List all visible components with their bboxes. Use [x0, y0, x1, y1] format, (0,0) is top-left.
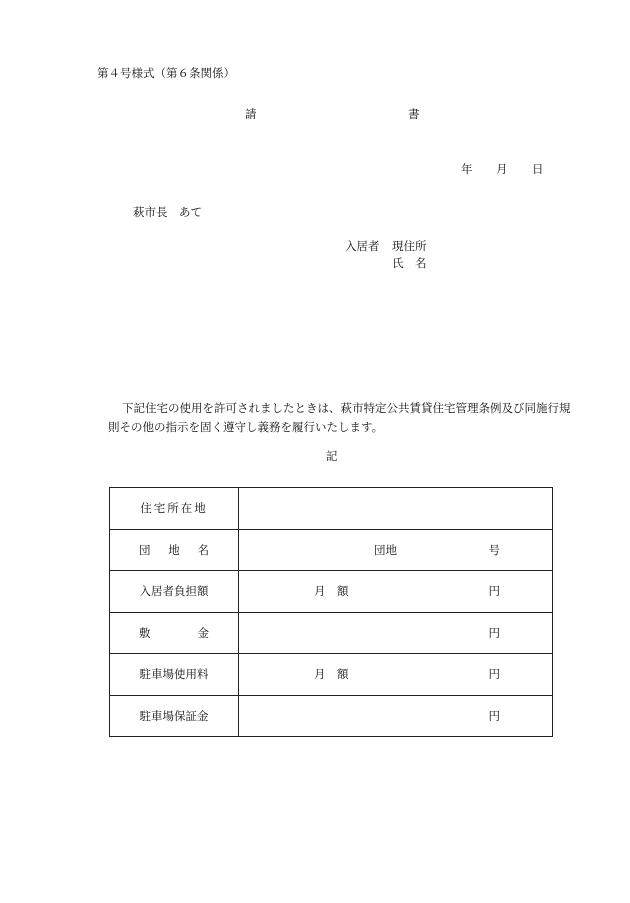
monthly-amount-label: 月 額: [314, 667, 349, 682]
yen-unit-label: 円: [488, 584, 500, 599]
label-cell-complex-name: [110, 529, 239, 571]
room-number-unit-label: 号: [488, 542, 500, 557]
row-label-deposit-char-2: 金: [197, 625, 209, 640]
yen-unit-label: 円: [488, 708, 500, 723]
value-cell-complex-name: [239, 529, 553, 571]
monthly-amount-label: 月 額: [314, 584, 349, 599]
yen-unit-label: 円: [488, 667, 500, 682]
table-row-parking-deposit: [110, 695, 553, 737]
row-label-complex-name-char-3: 名: [197, 542, 209, 557]
name-label: 氏 名: [392, 256, 427, 270]
label-cell-tenant-charge: [110, 571, 239, 613]
document-title-char-2: 書: [408, 107, 420, 121]
row-label-deposit-char-1: 敷: [139, 625, 151, 640]
value-cell-address: [239, 488, 553, 530]
current-address-label: 現住所: [392, 239, 427, 253]
table-row-deposit: [110, 612, 553, 654]
housing-detail-table: [109, 487, 553, 737]
row-label-parking-fee: 駐車場使用料: [139, 667, 209, 682]
table-row-tenant-charge: [110, 571, 553, 613]
value-cell-deposit: [239, 612, 553, 654]
date-month-label: 月: [496, 162, 508, 176]
label-cell-deposit: [110, 612, 239, 654]
note-heading: 記: [326, 449, 338, 463]
row-label-tenant-charge: 入居者負担額: [139, 584, 209, 599]
label-cell-parking-deposit: [110, 695, 239, 737]
table-row-parking-fee: [110, 654, 553, 696]
label-cell-parking-fee: [110, 654, 239, 696]
row-label-parking-deposit: 駐車場保証金: [139, 708, 209, 723]
table-row-complex-name: [110, 529, 553, 571]
table-row-address: [110, 488, 553, 530]
yen-unit-label: 円: [488, 625, 500, 640]
pledge-body-text: 下記住宅の使用を許可されましたときは、萩市特定公共賃貸住宅管理条例及び同施行規則その他の指示を固く遵守し義務を履行いたします。: [108, 401, 571, 434]
addressee: 萩市長 あて: [133, 205, 202, 219]
complex-unit-label: 団地: [374, 542, 397, 557]
row-label-complex-name: [139, 542, 209, 558]
form-number: 第４号様式（第６条関係）: [97, 66, 235, 80]
row-label-complex-name-char-1: 団: [139, 542, 151, 557]
value-cell-tenant-charge: [239, 571, 553, 613]
label-cell-address: [110, 488, 239, 530]
date-day-label: 日: [532, 162, 544, 176]
document-title-char-1: 請: [245, 107, 257, 121]
row-label-address: 住宅所在地: [140, 501, 208, 516]
resident-label: 入居者: [345, 239, 380, 253]
date-year-label: 年: [461, 162, 473, 176]
value-cell-parking-deposit: [239, 695, 553, 737]
row-label-deposit: [139, 625, 209, 641]
row-label-complex-name-char-2: 地: [168, 542, 180, 557]
value-cell-parking-fee: [239, 654, 553, 696]
